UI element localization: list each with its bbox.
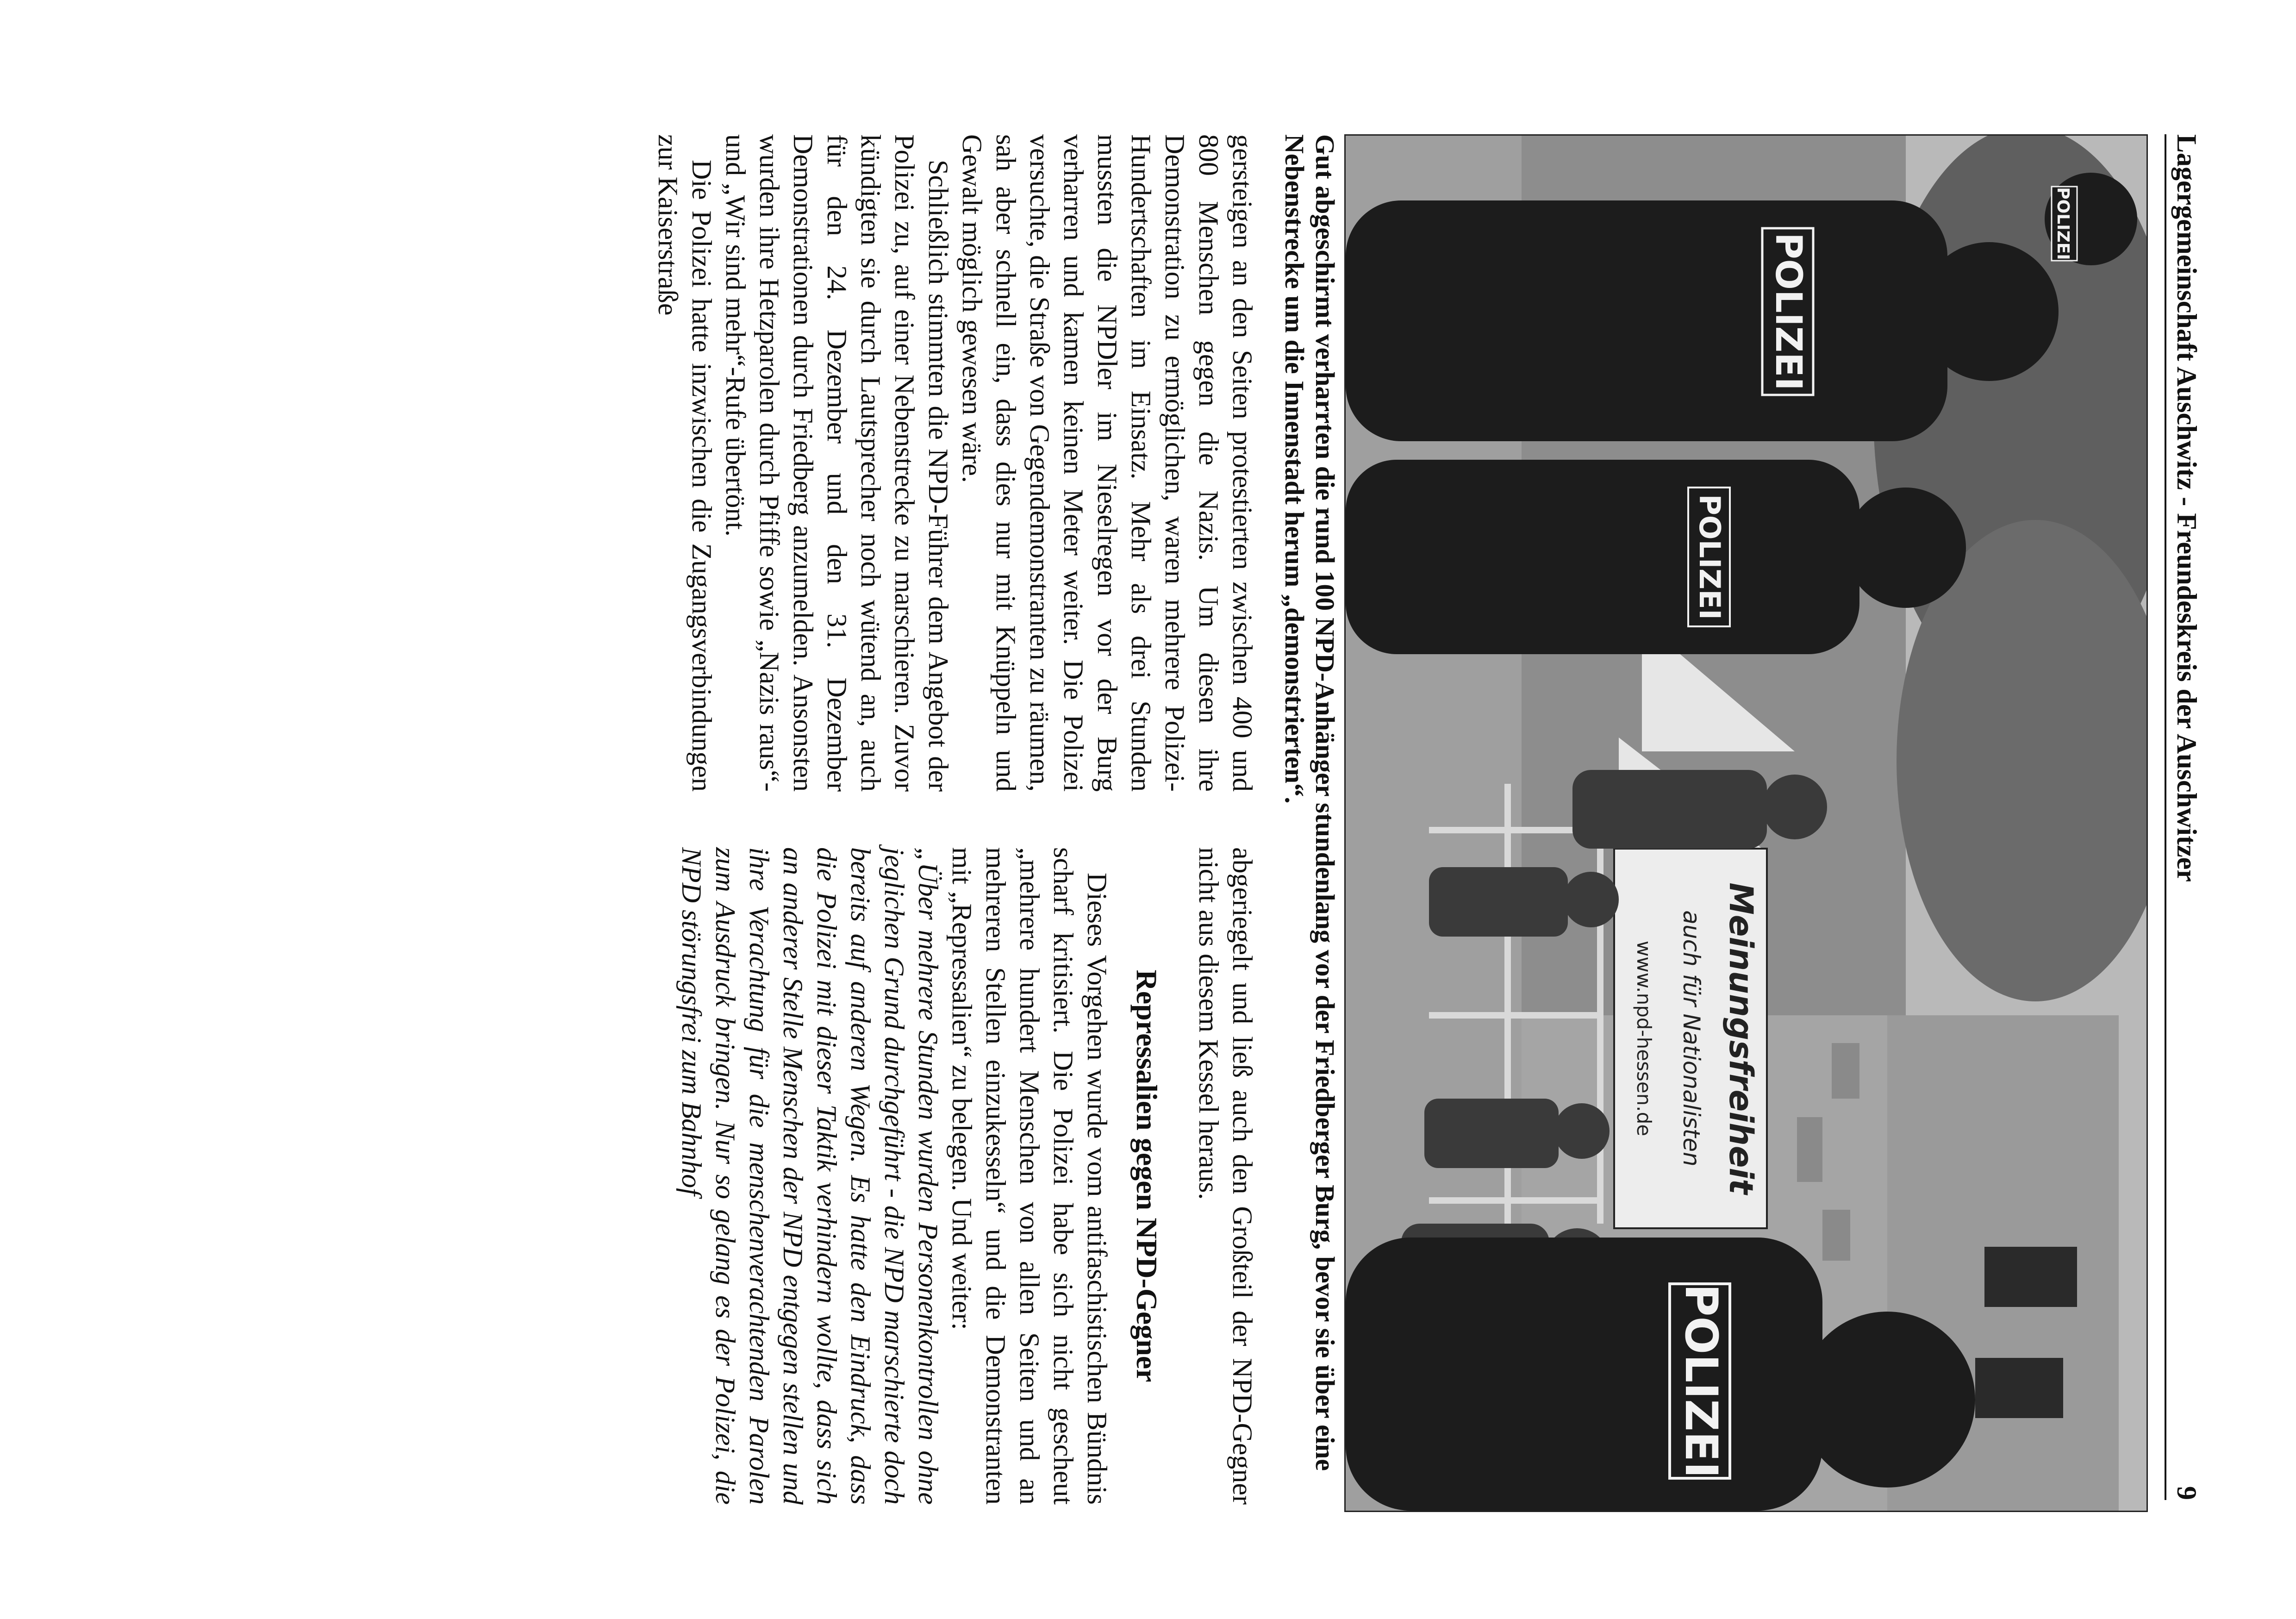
article-paragraph: Dieses Vorgehen wurde vom antifaschistischen Bündnis scharf kritisiert. Die Polizei habe sich nicht gescheut „mehrere hundert Menschen von allen Seiten und an mehreren Stellen einzukesseln“ und die Demonstranten mit „Repressalien“ zu belegen. Und weiter: <box>947 847 1112 1505</box>
quoted-paragraph: „Über mehrere Stunden wurden Personenkontrollen ohne jeglichen Grund durchgeführt - die NPD marschierte doch bereits auf anderen Wegen. Es hatte den Eindruck, dass die Polizei mit dieser Taktik verhindern wollte, dass sich an anderer Stelle Menschen der NPD entgegen stellen und ihre Verachtung für die menschenverachtenden Parolen zum Ausdruck bringen. Nur so gelang es der Polizei, die NPD störungsfrei zum Bahnhof <box>676 847 943 1505</box>
news-photo <box>1344 134 2148 1512</box>
banner-text-3: www.npd-hessen.de <box>1633 940 1655 1137</box>
article-column-right <box>674 847 1259 1505</box>
article-paragraph: Die Polizei hatte inzwischen die Zugangsverbindungen zur Kaiserstraße <box>653 134 717 792</box>
polizei-label-4: POLIZEI <box>2053 187 2072 260</box>
polizei-label-1: POLIZEI <box>1767 232 1809 391</box>
article-paragraph: abgeriegelt und ließ auch den Großteil der NPD-Gegner nicht aus diesem Kessel heraus. <box>1193 847 1258 1505</box>
banner-text-2: auch für Nationalisten <box>1678 910 1705 1167</box>
article-column-left <box>651 134 1259 792</box>
page-number: 9 <box>2171 1486 2202 1500</box>
page-header <box>2165 134 2203 1500</box>
photo-caption: Gut abgeschirmt verharrten die rund 100 NPD-Anhänger stundenlang vor der Friedberger Burg, bevor sie über eine Nebenstrecke um die Innenstadt herum „demonstrierten“. <box>1279 134 1340 1471</box>
article-paragraph: gersteigen an den Seiten protestierten zwischen 400 und 800 Menschen gegen die Nazis. Um diesen ihre Demonstration zu ermöglichen, waren mehrere Polizei-Hundertschaften im Einsatz. Mehr als drei Stunden mussten die NPDler im Nieselregen vor der Burg verharren und kamen keinen Meter weiter. Die Polizei versuchte, die Straße von Gegendemonstranten zu räumen, sah aber schnell ein, dass dies nur mit Knüppeln und Gewalt möglich gewesen wäre. <box>957 134 1258 792</box>
banner-text-1: Meinungsfreiheit <box>1722 882 1760 1194</box>
header-title: Lagergemeinschaft Auschwitz - Freundeskreis der Auschwitzer <box>2171 134 2202 882</box>
polizei-label-2: POLIZEI <box>1693 494 1727 620</box>
article-paragraph: Schließlich stimmten die NPD-Führer dem Angebot der Polizei zu, auf einer Nebenstrecke zu marschieren. Zuvor kündigten sie durch Lautsprecher noch wütend an, auch für den 24. Dezember und den 31. Dezember Demonstrationen durch Friedberg anzumelden. Ansonsten wurden ihre Hetzparolen durch Pfiffe sowie „Nazis raus“- und „Wir sind mehr“-Rufe übertönt. <box>720 134 954 792</box>
polizei-label-3: POLIZEI <box>1675 1284 1727 1478</box>
section-heading: Repressalien gegen NPD-Gegner <box>1130 969 1163 1382</box>
